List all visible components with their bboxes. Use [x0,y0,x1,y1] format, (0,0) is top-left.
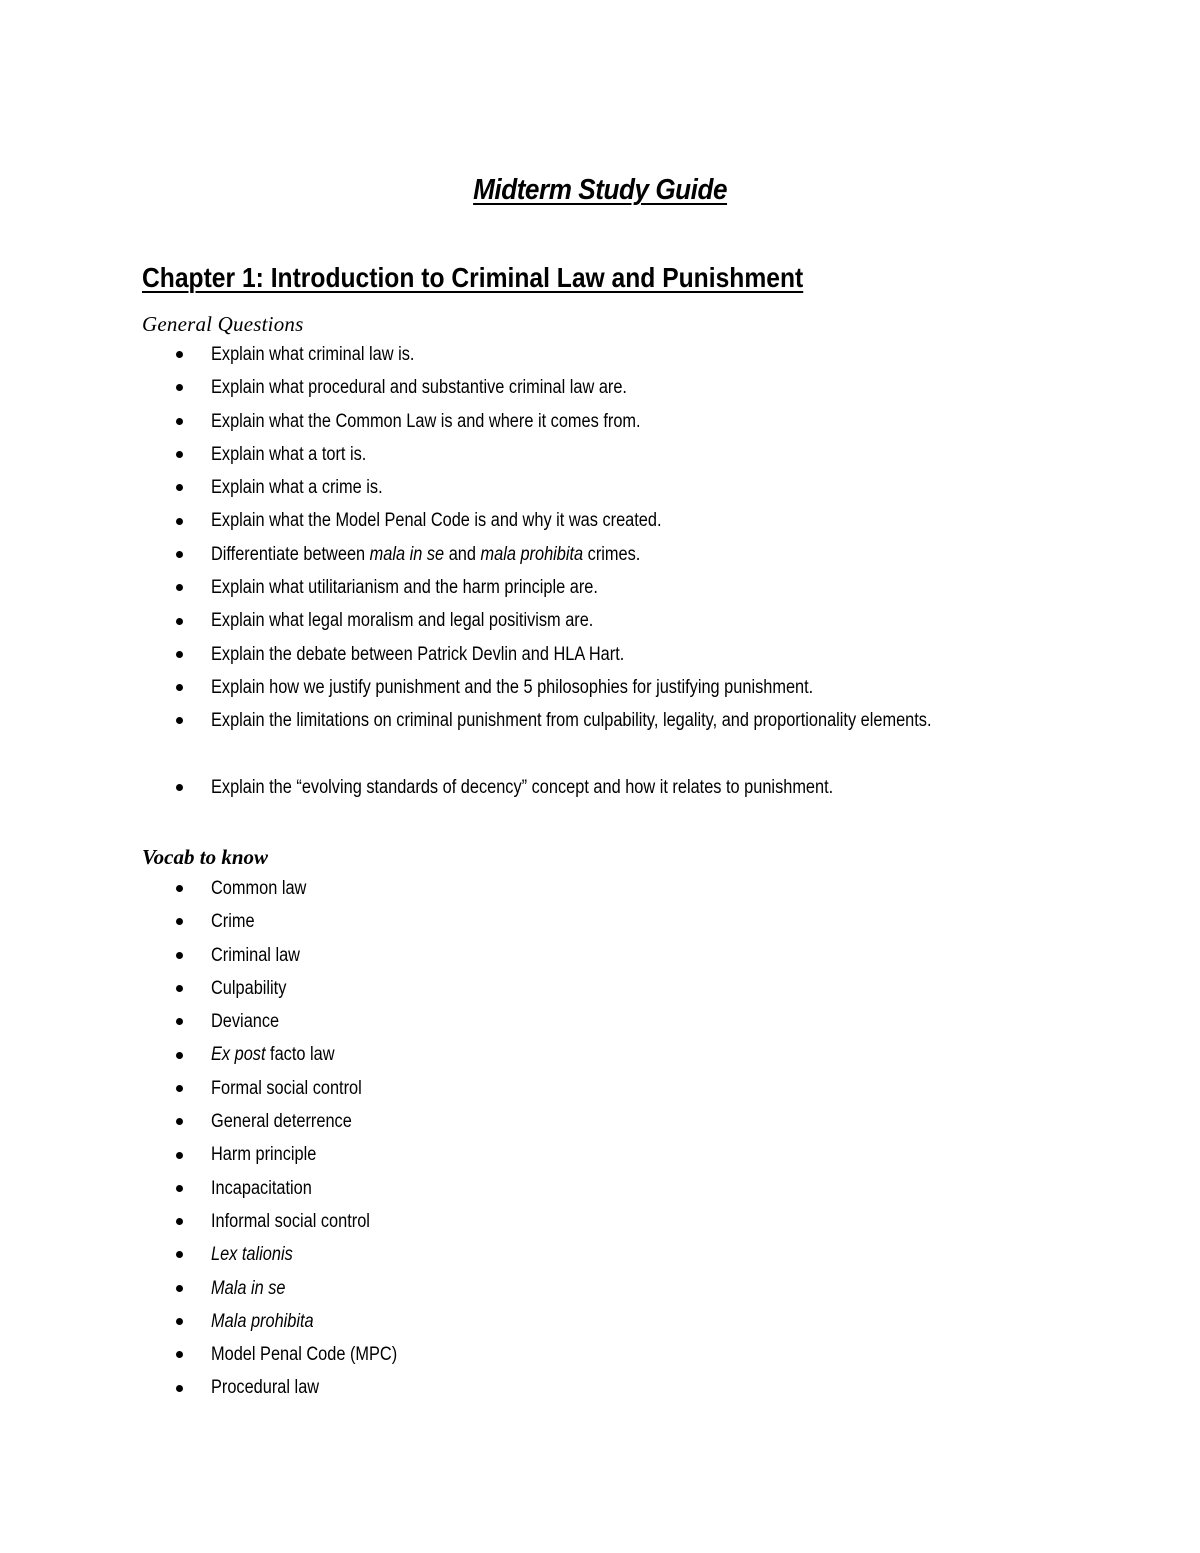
document-title [0,170,1200,210]
general-questions-heading: General Questions [142,312,304,336]
bullet-icon [174,638,184,671]
document-title-text: Midterm Study Guide [473,174,727,206]
bullet-icon [174,972,184,1005]
list-item: Procedural law [0,1371,1200,1404]
list-item [0,1305,1200,1338]
bullet-icon [174,1305,184,1338]
list-item: Formal social control [0,1072,1200,1105]
bullet-icon [174,1272,184,1305]
latin-term: Mala in se [211,1277,286,1299]
list-item: Deviance [0,1005,1200,1038]
bullet-icon [174,939,184,972]
bullet-icon [174,604,184,637]
bullet-icon [174,704,184,737]
bullet-icon [174,438,184,471]
bullet-icon [174,571,184,604]
latin-term: Lex talionis [211,1244,293,1266]
list-item: General deterrence [0,1105,1200,1138]
list-item: Common law [0,872,1200,905]
list-item: Informal social control [0,1205,1200,1238]
general-questions-list [0,338,1200,804]
bullet-icon [174,338,184,371]
bullet-icon [174,371,184,404]
list-item [0,538,1200,571]
latin-term: Ex post [211,1044,266,1066]
list-item [0,1272,1200,1305]
list-item: Harm principle [0,1138,1200,1171]
latin-term: mala in se [369,543,445,565]
list-item: Explain what a crime is. [0,471,1200,504]
list-item: Explain what the Common Law is and where it comes from. [0,405,1200,438]
list-item: Explain what criminal law is. [0,338,1200,371]
list-item-text: Ex post facto law [211,1044,335,1066]
bullet-icon [174,771,184,804]
bullet-icon [174,1005,184,1038]
latin-term: Mala prohibita [211,1310,314,1332]
list-item: Explain how we justify punishment and the 5 philosophies for justifying punishment. [0,671,1200,704]
bullet-icon [174,1238,184,1271]
bullet-icon [174,471,184,504]
latin-term: mala prohibita [480,543,584,565]
bullet-icon [174,872,184,905]
chapter-heading: Chapter 1: Introduction to Criminal Law and Punishment [142,262,804,293]
list-item: Explain what the Model Penal Code is and why it was created. [0,504,1200,537]
bullet-icon [174,1338,184,1371]
bullet-icon [174,1205,184,1238]
bullet-icon [174,405,184,438]
list-item: Crime [0,905,1200,938]
bullet-icon [174,504,184,537]
vocab-heading: Vocab to know [142,845,269,869]
list-item: Explain what utilitarianism and the harm principle are. [0,571,1200,604]
list-item: Explain the debate between Patrick Devlin and HLA Hart. [0,638,1200,671]
bullet-icon [174,1038,184,1071]
list-item: Explain the “evolving standards of decency” concept and how it relates to punishment. [0,771,1200,804]
list-item: Criminal law [0,939,1200,972]
list-item [0,1038,1200,1071]
bullet-icon [174,1371,184,1404]
bullet-icon [174,538,184,571]
list-item: Explain what procedural and substantive criminal law are. [0,371,1200,404]
bullet-icon [174,671,184,704]
bullet-icon [174,1105,184,1138]
list-item: Explain what a tort is. [0,438,1200,471]
list-item-text: Differentiate between mala in se and mala prohibita crimes. [211,543,641,565]
list-item [0,1238,1200,1271]
bullet-icon [174,1072,184,1105]
list-item: Model Penal Code (MPC) [0,1338,1200,1371]
bullet-icon [174,905,184,938]
list-item: Explain what legal moralism and legal positivism are. [0,604,1200,637]
bullet-icon [174,1138,184,1171]
list-item: Incapacitation [0,1172,1200,1205]
bullet-icon [174,1172,184,1205]
list-item: Explain the limitations on criminal punishment from culpability, legality, and proportionality elements. [0,704,1200,771]
vocab-list [0,872,1200,1405]
list-item: Culpability [0,972,1200,1005]
